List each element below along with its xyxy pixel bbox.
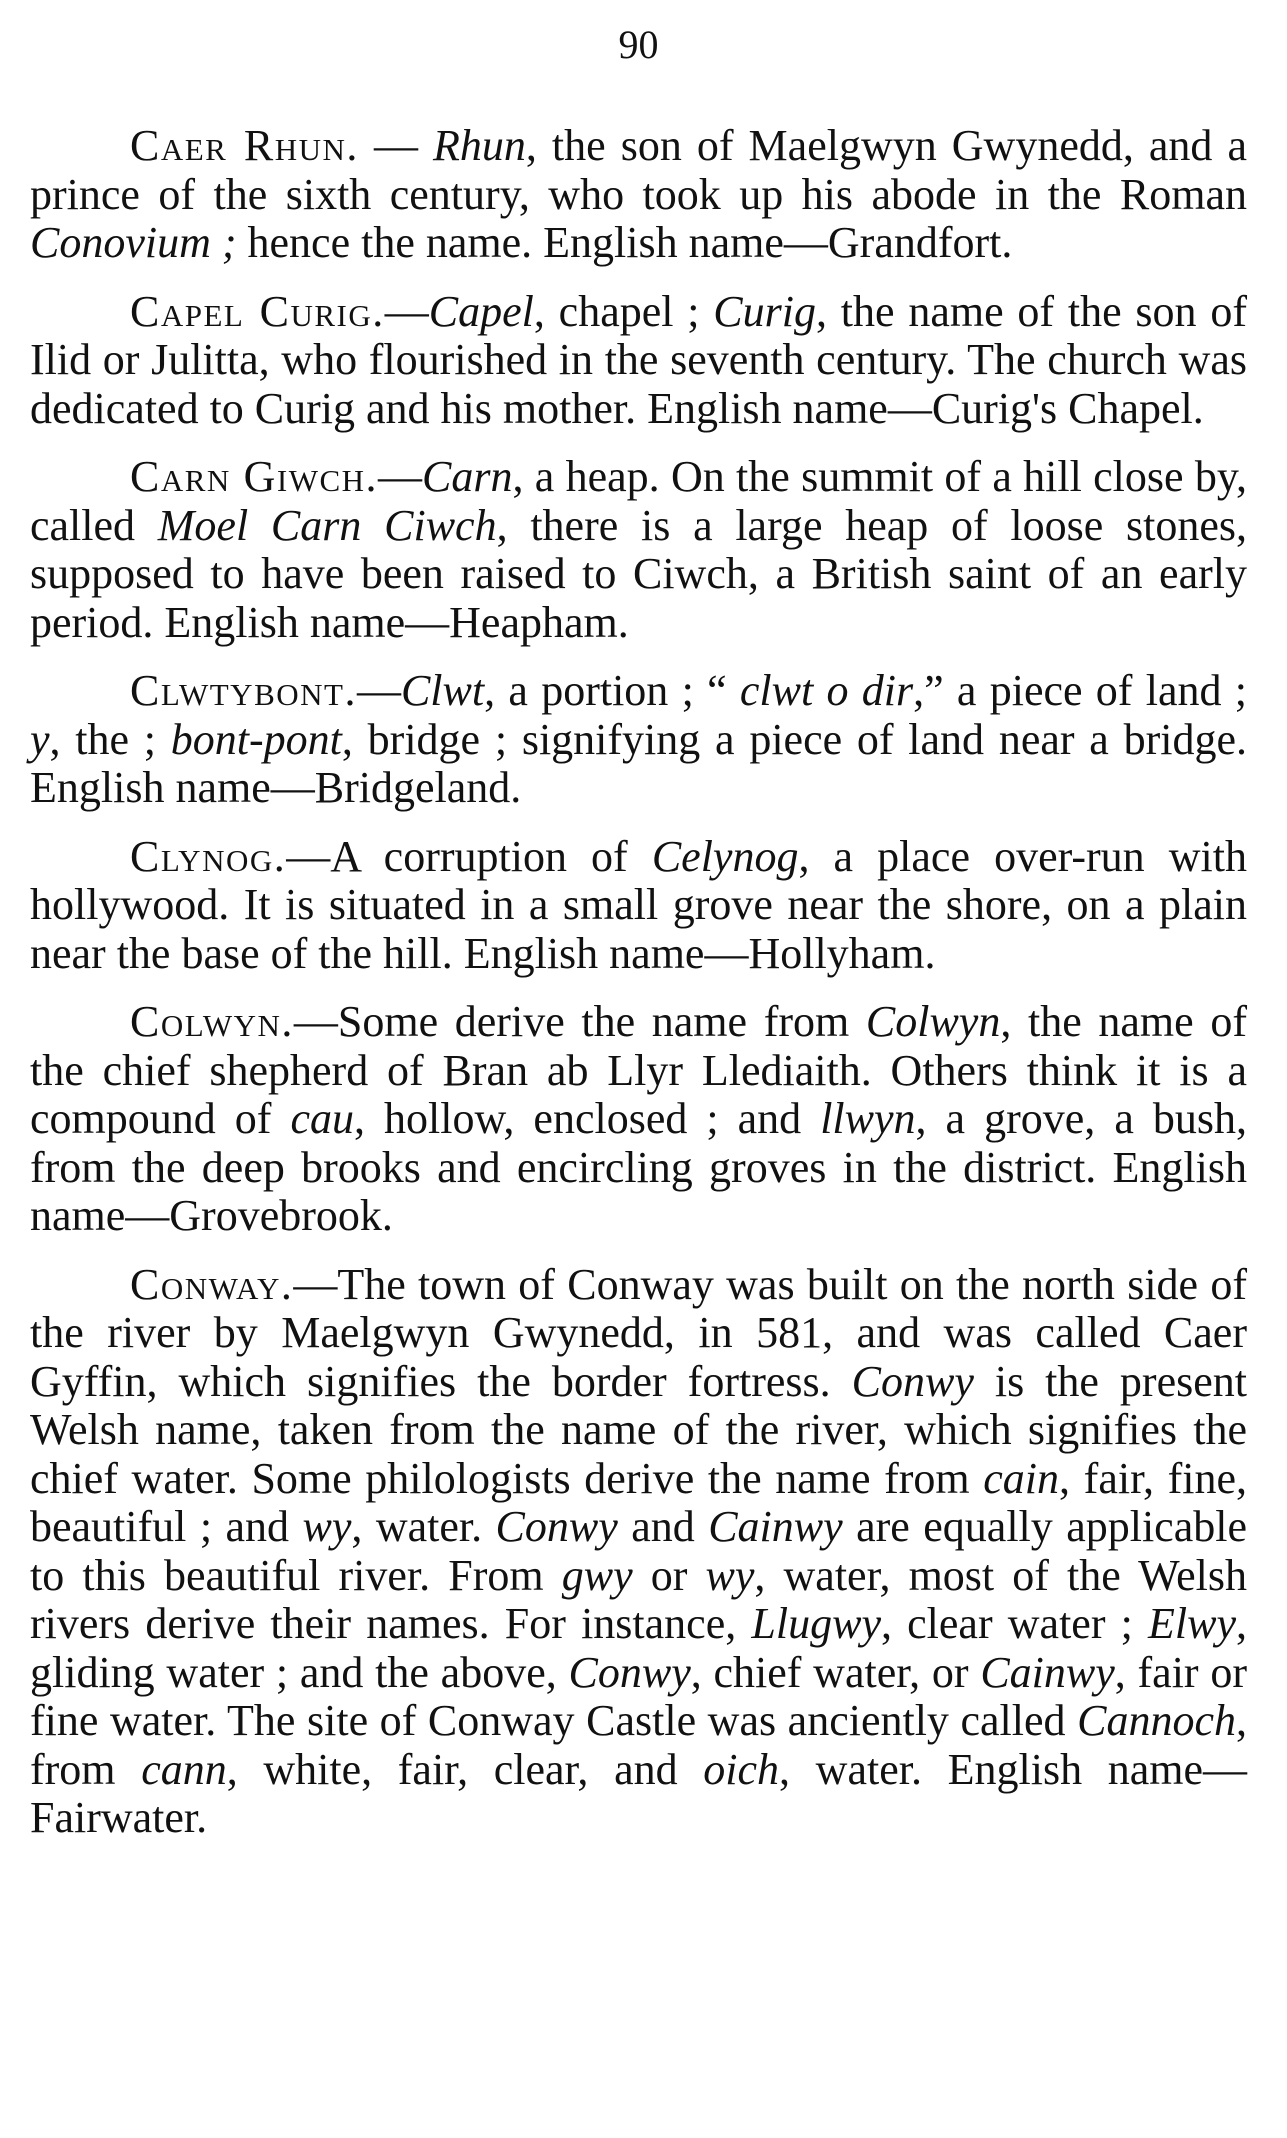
entry-italic-term: Llugwy — [751, 1599, 881, 1648]
page-number: 90 — [618, 22, 659, 67]
entry-text: —Some derive the name from — [293, 997, 866, 1046]
entry-italic-term: y — [30, 714, 50, 764]
entry-text: , white, fair, clear, and — [226, 1744, 704, 1794]
entry-text: , the ; — [49, 714, 171, 764]
entry-italic-term: Carn — [422, 452, 513, 501]
entry-italic-term: llwyn — [820, 1094, 916, 1143]
entry-italic-term: Conwy — [851, 1356, 974, 1406]
entry-italic-term: Moel Carn Ciwch — [157, 500, 497, 550]
entry-text: are equally applicable to this beautiful river. From — [30, 1502, 1247, 1600]
entry-headword: Colwyn. — [130, 997, 294, 1046]
entry-italic-term: oich — [703, 1744, 780, 1794]
entry-italic-term: cau — [290, 1094, 354, 1143]
entry-italic-term: Cainwy — [708, 1502, 843, 1551]
entry-text: , fair, fine, beautiful ; and — [30, 1453, 1247, 1551]
entry-text: , the son of Maelgwyn Gwynedd, and a prince of the sixth century, who took up his abode in the Roman — [30, 121, 1247, 219]
entry-text: , bridge ; signifying a piece of land near a bridge. English name—Bridgeland. — [30, 714, 1247, 812]
entry-italic-term: cann — [141, 1744, 227, 1794]
entry-text: , a place over-run with hollywood. It is situated in a small grove near the shore, on a plain near the base of the hill. English name—Hollyham. — [30, 831, 1247, 978]
entry-italic-term: Cannoch — [1077, 1696, 1236, 1745]
entry-italic-term: Celynog — [651, 831, 799, 881]
entry-headword: Clynog. — [130, 831, 287, 881]
entry-text: —A corruption of — [286, 831, 652, 881]
entry-text: , the name of the chief shepherd of Bran ab Llyr Llediaith. Others think it is a compound of — [30, 997, 1247, 1143]
entry-italic-term: Conovium ; — [30, 218, 237, 267]
entry-italic-term: wy — [302, 1502, 352, 1551]
entry-italic-term: Cainwy — [980, 1647, 1115, 1697]
entry-italic-term: Elwy — [1148, 1599, 1237, 1648]
entry-italic-term: clwt o dir — [739, 666, 914, 715]
entry-text: — — [358, 121, 433, 170]
entry-text: , from — [30, 1696, 1247, 1794]
entry-text: is the present Welsh name, taken from the name of the river, which signifies the chief water. Some philologists derive the name from — [30, 1356, 1247, 1503]
entry-text: , water. — [351, 1502, 496, 1551]
entry-text: — — [378, 452, 423, 501]
entry-text: , hollow, enclosed ; and — [354, 1094, 821, 1143]
entry-text: — — [356, 666, 401, 715]
entry-text: , water, most of the Welsh rivers derive their names. For instance, — [30, 1550, 1247, 1648]
entry-headword: Carn Giwch. — [130, 452, 379, 501]
entry-text: , the name of the son of Ilid or Julitta, who flourished in the seventh century. The church was dedicated to Curig and his mother. English name—Curig's Chapel. — [30, 286, 1247, 433]
entry-italic-term: Colwyn — [865, 997, 1001, 1046]
entry-italic-term: bont-pont — [170, 714, 342, 764]
entry — [30, 453, 1247, 647]
entry-italic-term: Capel — [428, 286, 534, 336]
entry-text: hence the name. English name—Grandfort. — [236, 218, 1013, 267]
entry — [30, 667, 1247, 813]
entry-text: , chief water, or — [690, 1647, 981, 1697]
entry-italic-term: wy — [705, 1550, 755, 1600]
entry-headword: Conway. — [130, 1259, 294, 1309]
entry-italic-term: Clwt — [400, 666, 485, 715]
entry-text: or — [632, 1550, 706, 1600]
entries-list — [30, 122, 1247, 1843]
entry-text: , a heap. On the summit of a hill close by, called — [30, 452, 1247, 550]
entry-text: , chapel ; — [533, 286, 714, 336]
entry-text: , a portion ; “ — [484, 666, 740, 715]
entry-text: , fair or fine water. The site of Conway Castle was anciently called — [30, 1647, 1247, 1745]
entry-headword: Clwtybont. — [130, 666, 357, 715]
entry-italic-term: gwy — [561, 1550, 633, 1600]
entry-text: and — [617, 1502, 709, 1551]
entry-text: — — [384, 286, 429, 336]
entry-text: —The town of Conway was built on the north side of the river by Maelgwyn Gwynedd, in 581, and was called Caer Gyffin, which signifies the border fortress. — [30, 1259, 1247, 1406]
entry — [30, 1261, 1247, 1843]
entry-italic-term: Rhun — [432, 121, 526, 170]
entry-text: ,” a piece of land ; — [913, 666, 1247, 715]
entry-headword: Capel Curig. — [130, 286, 385, 336]
entry-text: , there is a large heap of loose stones, supposed to have been raised to Ciwch, a British saint of an early period. English name—Heapham. — [30, 500, 1247, 647]
entry-headword: Caer Rhun. — [130, 121, 359, 170]
entry-text: , gliding water ; and the above, — [30, 1599, 1248, 1697]
entry — [30, 998, 1247, 1241]
entry-italic-term: cain — [983, 1453, 1060, 1503]
entry — [30, 122, 1247, 268]
entry — [30, 288, 1247, 434]
entry-italic-term: Conwy — [495, 1502, 618, 1551]
entry-text: , a grove, a bush, from the deep brooks and encircling groves in the district. English name—Grovebrook. — [30, 1094, 1248, 1240]
entry-italic-term: Conwy — [568, 1647, 691, 1697]
entry-italic-term: Curig — [713, 286, 816, 336]
entry-text: , clear water ; — [880, 1599, 1149, 1648]
entry — [30, 833, 1247, 979]
entry-text: , water. English name—Fairwater. — [30, 1744, 1248, 1842]
